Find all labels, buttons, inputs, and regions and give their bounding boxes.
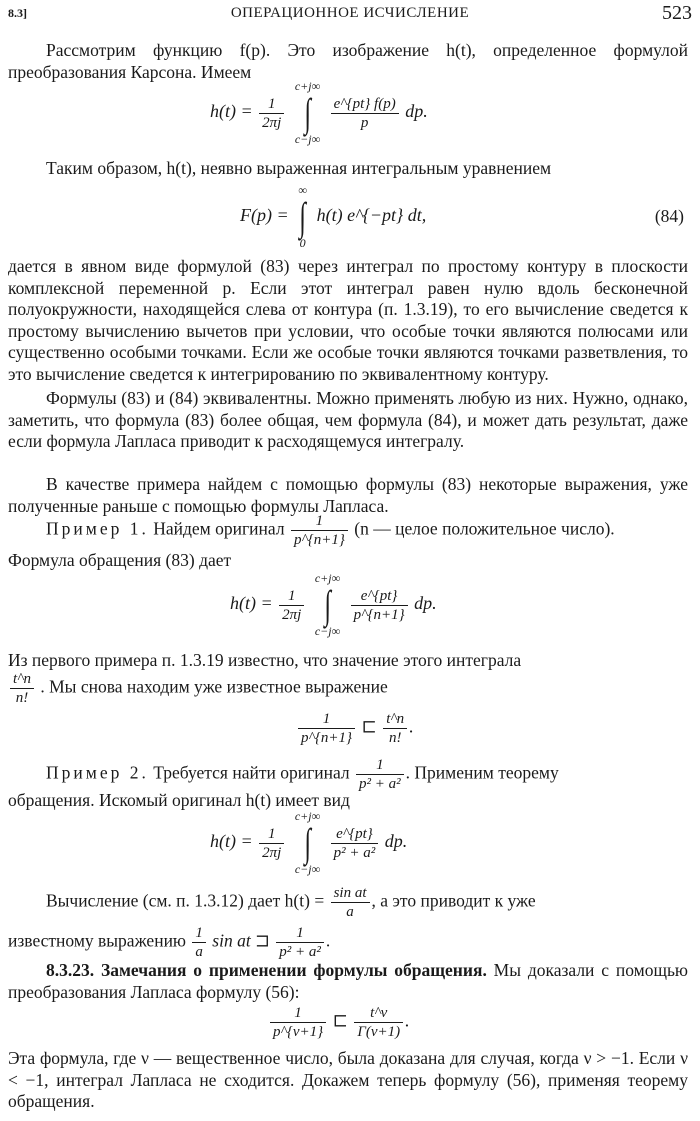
fraction: $\frac{1}{2\pi j}$ <box>279 587 304 624</box>
paragraph-text: Из первого примера п. 1.3.19 известно, что значение этого интеграла <box>8 650 522 670</box>
integrand-fraction: $\frac{e\^{}\{pt\} f(p)}{p}$ <box>331 95 399 132</box>
fraction: $\frac{1}{2\pi j}$ <box>259 95 284 132</box>
integrand-fraction: $\frac{e\^{}\{pt\}}{\text{p² + a²}}$ <box>331 825 379 862</box>
paragraph-computation-2 <box>8 924 330 961</box>
example-2-line2: обращения. Искомый оригинал h(t) имеет вид <box>8 790 350 810</box>
punct: . <box>409 716 414 737</box>
integral: ∞ ∫ 0 <box>298 183 307 250</box>
example-text: . Применим теорему <box>405 762 559 783</box>
paragraph-text: Вычисление (см. п. 1.3.12) дает h(t) = <box>46 890 325 911</box>
formula-example-1 <box>230 572 437 638</box>
differential: dp. <box>384 831 408 852</box>
fraction: $\frac{1}{p\^{}\{n+1\}}$ <box>298 710 355 747</box>
section-heading: 8.3.23. Замечания о применении формулы обращения. <box>46 960 487 980</box>
paragraph-known-value-2 <box>8 670 388 707</box>
example-1-line <box>46 512 615 549</box>
paragraph-explicit: дается в явном виде формулой (83) через интеграл по простому контуру в плоскости комплексной переменной p. Если этот интеграл равен нулю вдоль бесконечной полуокружности, находящейся слева от контура (п. 1.3.19), то его вычисление сведется к простому вычислению вычетов при условии, что особые точки являются полюсами или существенно особыми точками. Если же особые точки являются точками разветвления, то это вычисление сведется к интегрированию по эквивалентному контуру. <box>8 256 688 384</box>
paragraph-equivalent: Формулы (83) и (84) эквивалентны. Можно применять любую из них. Нужно, однако, заметить, что формула (83) более общая, чем формула (84), и может дать результат, даже если формула Лапласа приводит к расходящемуся интегралу. <box>8 388 688 451</box>
formula-example-2 <box>210 810 407 876</box>
paragraph-known-value <box>8 650 521 671</box>
integrand: h(t) e^{−pt} dt, <box>316 205 427 226</box>
paragraph-text: . Мы снова находим уже известное выражение <box>40 676 388 697</box>
fraction: $\frac{1}{2\pi j}$ <box>259 825 284 862</box>
fraction: $\frac{t\^{}n}{n!}$ <box>383 710 407 747</box>
fraction: $\frac{1}{p\^{}\{n+1\}}$ <box>291 512 348 549</box>
example-text: (n — целое положительное число). <box>354 518 615 539</box>
paragraph-carson: Рассмотрим функцию f(p). Это изображение h(t), определенное формулой преобразования Карсона. Имеем <box>8 40 688 82</box>
example-label: Пример 1. <box>46 518 149 539</box>
punct: . <box>325 930 331 951</box>
correspondence-symbol: ⊏ <box>361 716 377 737</box>
fraction: $\frac{1}{a}$ <box>192 924 206 961</box>
formula-correspondence-1 <box>296 710 414 747</box>
example-label: Пример 2. <box>46 762 149 783</box>
section-paragraph <box>8 960 688 1003</box>
example-text: Найдем оригинал <box>153 518 285 539</box>
paragraph-computation <box>46 884 536 921</box>
running-title: ОПЕРАЦИОННОЕ ИСЧИСЛЕНИЕ <box>230 5 470 21</box>
formula-lhs: h(t) = <box>210 101 253 122</box>
fraction: $\frac{t\^{}\nu}{\Gamma(\nu+1)}$ <box>354 1004 403 1041</box>
paragraph-text: известному выражению <box>8 930 187 951</box>
differential: dp. <box>405 101 428 122</box>
page-number: 523 <box>662 2 692 24</box>
fraction: $\frac{\text{sin at}}{a}$ <box>331 884 370 921</box>
correspondence-symbol: ⊏ <box>332 1010 348 1031</box>
formula-lhs: F(p) = <box>240 205 289 226</box>
section-number: 8.3] <box>8 6 27 20</box>
integral: c+j∞ ∫ c−j∞ <box>314 571 341 638</box>
formula-laplace <box>240 184 426 250</box>
punct: . <box>405 1010 410 1031</box>
section-text: Мы доказали с помощью преобразования Лапласа формулу (56): <box>8 960 688 1002</box>
fraction: $\frac{t\^{}n}{n!}$ <box>10 670 34 707</box>
equation-number: (84) <box>654 206 684 226</box>
integral: c+j∞ ∫ c−j∞ <box>294 79 321 146</box>
paragraph-implicit: Таким образом, h(t), неявно выраженная интегральным уравнением <box>46 158 552 178</box>
formula-correspondence-56 <box>268 1004 410 1041</box>
example-1-line2: Формула обращения (83) дает <box>8 550 232 570</box>
paragraph-examples-intro: В качестве примера найдем с помощью формулы (83) некоторые выражения, уже полученные раньше с помощью формулы Лапласа. <box>8 474 688 516</box>
formula-lhs: h(t) = <box>210 831 253 852</box>
expression: sin at ⊐ <box>212 930 270 951</box>
page-header <box>8 4 692 26</box>
integral: c+j∞ ∫ c−j∞ <box>294 809 321 876</box>
integrand-fraction: $\frac{e\^{}\{pt\}}{p\^{}\{n+1\}}$ <box>351 587 408 624</box>
fraction: $\frac{1}{p\^{}\{\nu+1\}}$ <box>270 1004 326 1041</box>
fraction: $\frac{1}{\text{p² + a²}}$ <box>356 756 404 793</box>
formula-lhs: h(t) = <box>230 593 273 614</box>
example-text: Требуется найти оригинал <box>153 762 350 783</box>
differential: dp. <box>414 593 437 614</box>
paragraph-final: Эта формула, где ν — вещественное число, была доказана для случая, когда ν > −1. Если ν < −1, интеграл Лапласа не сходится. Докажем теперь формулу (56), применяя теорему обращения. <box>8 1048 688 1111</box>
paragraph-text: , а это приводит к уже <box>371 890 536 911</box>
example-2-line <box>46 756 559 793</box>
formula-carson-inverse <box>210 80 428 146</box>
fraction: $\frac{1}{\text{p² + a²}}$ <box>276 924 324 961</box>
